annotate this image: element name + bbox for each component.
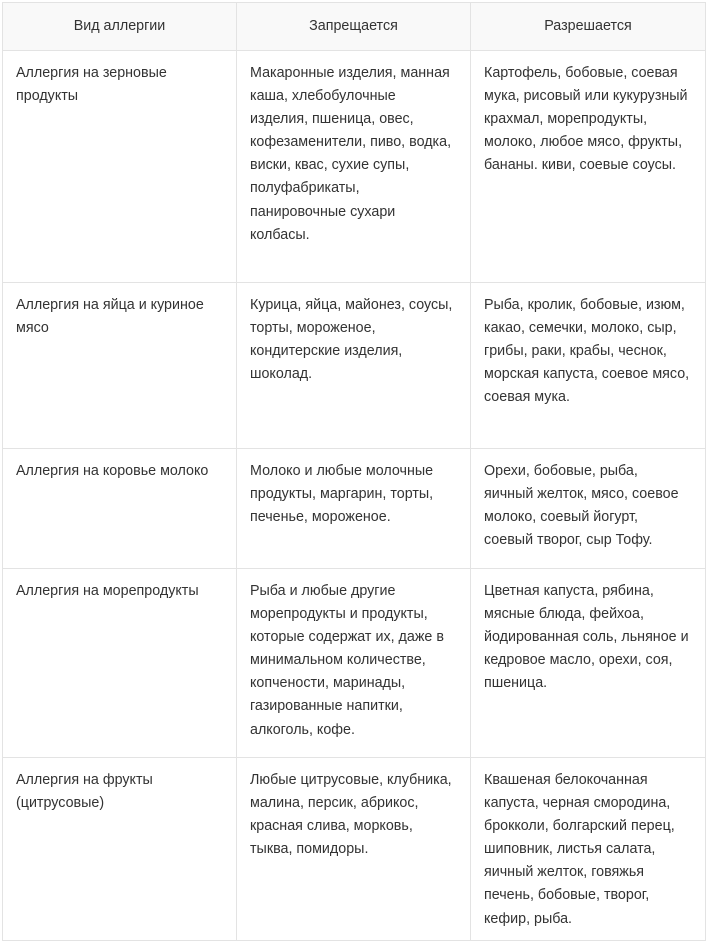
allergy-type-cell: Аллергия на фрукты (цитрусовые) [3, 758, 237, 941]
table-row [3, 569, 706, 758]
forbidden-foods-cell: Любые цитрусовые, клубника, малина, персик, абрикос, красная слива, морковь, тыква, помидоры. [237, 758, 471, 941]
allergy-type-cell: Аллергия на яйца и куриное мясо [3, 283, 237, 449]
table-row [3, 449, 706, 569]
allowed-foods-cell: Орехи, бобовые, рыба, яичный желток, мясо, соевое молоко, соевый йогурт, соевый творог, сыр Тофу. [471, 449, 706, 569]
header-allergy-type: Вид аллергии [3, 3, 237, 51]
table-row [3, 758, 706, 941]
table-header-row [3, 3, 706, 51]
forbidden-foods-cell: Курица, яйца, майонез, соусы, торты, мороженое, кондитерские изделия, шоколад. [237, 283, 471, 449]
allergy-type-cell: Аллергия на морепродукты [3, 569, 237, 758]
header-forbidden: Запрещается [237, 3, 471, 51]
allowed-foods-cell: Картофель, бобовые, соевая мука, рисовый или кукурузный крахмал, морепродукты, молоко, любое мясо, фрукты, бананы. киви, соевые соусы. [471, 51, 706, 283]
allergy-table [2, 2, 706, 941]
allowed-foods-cell: Квашеная белокочанная капуста, черная смородина, брокколи, болгарский перец, шиповник, листья салата, яичный желток, говяжья печень, бобовые, творог, кефир, рыба. [471, 758, 706, 941]
table-row [3, 283, 706, 449]
allergy-type-cell: Аллергия на коровье молоко [3, 449, 237, 569]
forbidden-foods-cell: Рыба и любые другие морепродукты и продукты, которые содержат их, даже в минимальном количестве, копчености, маринады, газированные напитки, алкоголь, кофе. [237, 569, 471, 758]
allowed-foods-cell: Цветная капуста, рябина, мясные блюда, фейхоа, йодированная соль, льняное и кедровое масло, орехи, соя, пшеница. [471, 569, 706, 758]
header-allowed: Разрешается [471, 3, 706, 51]
forbidden-foods-cell: Макаронные изделия, манная каша, хлебобулочные изделия, пшеница, овес, кофезаменители, пиво, водка, виски, квас, сухие супы, полуфабрикаты, панировочные сухари колбасы. [237, 51, 471, 283]
table-row [3, 51, 706, 283]
forbidden-foods-cell: Молоко и любые молочные продукты, маргарин, торты, печенье, мороженое. [237, 449, 471, 569]
allowed-foods-cell: Рыба, кролик, бобовые, изюм, какао, семечки, молоко, сыр, грибы, раки, крабы, чеснок, морская капуста, соевое мясо, соевая мука. [471, 283, 706, 449]
allergy-type-cell: Аллергия на зерновые продукты [3, 51, 237, 283]
